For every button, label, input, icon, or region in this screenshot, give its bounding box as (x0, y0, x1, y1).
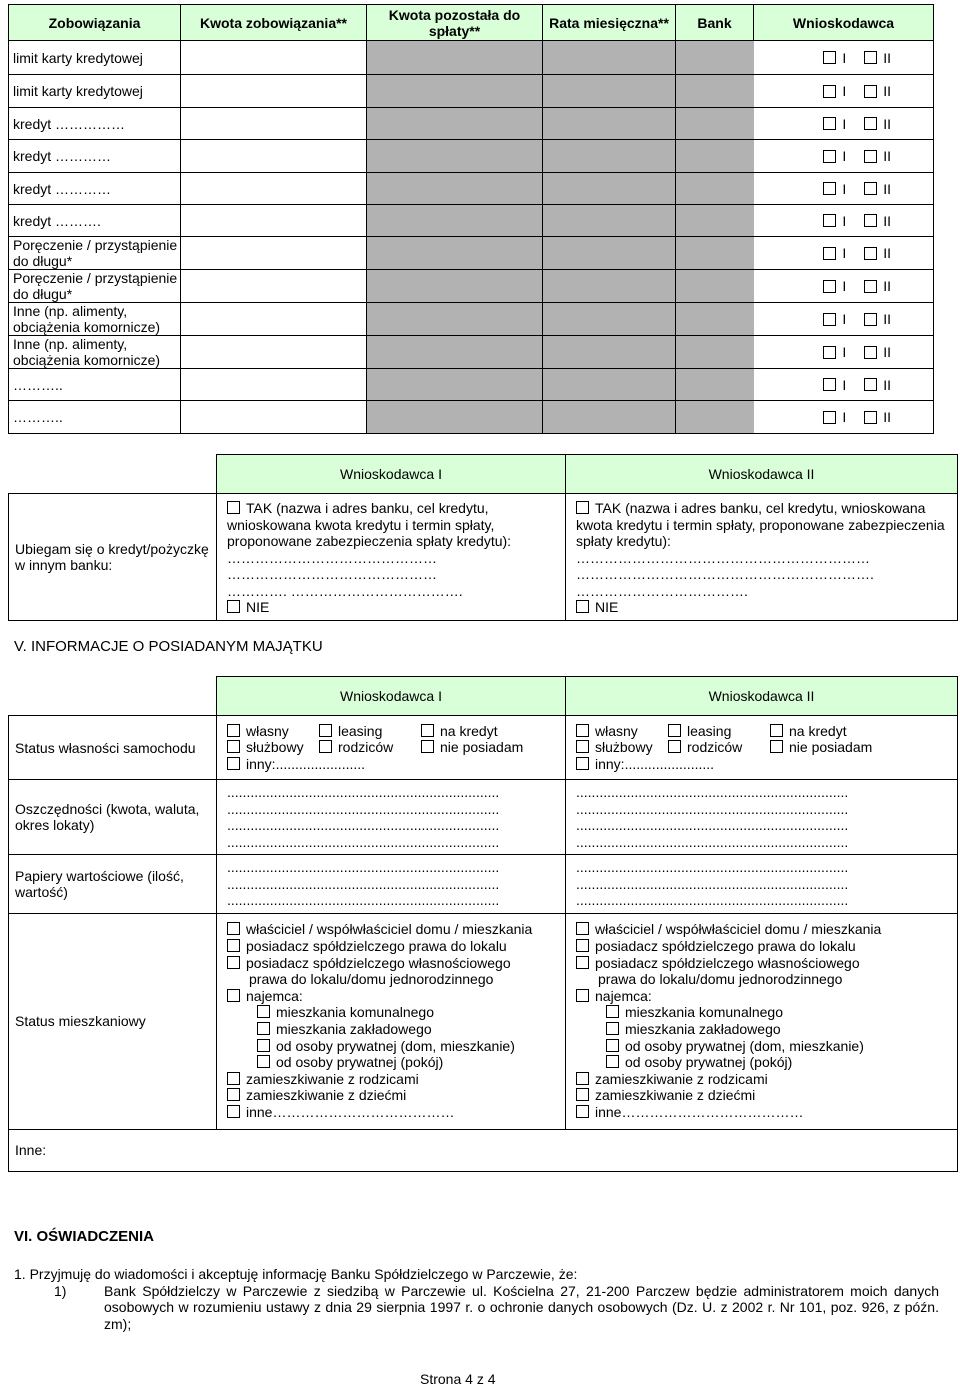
applicant-1-label: I (842, 83, 847, 99)
liability-applicant (754, 369, 934, 401)
liability-row (9, 140, 934, 173)
liability-row (9, 75, 934, 108)
liability-installment (543, 108, 676, 140)
applicant-1-checkbox[interactable] (823, 411, 836, 424)
applicant-1-checkbox[interactable] (823, 247, 836, 260)
applicant-1-checkbox[interactable] (823, 85, 836, 98)
liability-remaining (367, 205, 543, 237)
credit-col-1: Wnioskodawca I (217, 455, 566, 494)
applicant-2-checkbox[interactable] (864, 280, 877, 293)
dots-line: ...................................................................... (227, 859, 500, 875)
liability-bank (676, 303, 754, 336)
liability-remaining (367, 140, 543, 173)
applicant-1-label: I (842, 148, 847, 164)
applicant-2-checkbox[interactable] (864, 51, 877, 64)
liability-name: limit karty kredytowej (9, 75, 181, 108)
liability-installment (543, 270, 676, 303)
housing-option-checkbox[interactable] (257, 1022, 270, 1035)
applicant-2-label: II (883, 180, 891, 197)
applicant-2-checkbox[interactable] (864, 313, 877, 326)
statement-1-sub-text: Bank Spółdzielczy w Parczewie z siedzibą w Parczewie ul. Kościelna 27, 21-200 Parczew będzie administratorem moich danych osobowych w rozumieniu ustawy z dnia 29 sierpnia 1997 r. o ochronie danych osobowych (Dz. U. z 2002 r. Nr 101, poz. 926, z późn. zm); (104, 1282, 939, 1332)
housing-option-checkbox[interactable] (576, 922, 589, 935)
applicant-2-checkbox[interactable] (864, 150, 877, 163)
savings-dots-1[interactable] (217, 780, 566, 855)
liability-name: kredyt ………. (9, 205, 181, 237)
housing-option-checkbox[interactable] (227, 922, 240, 935)
car-option-checkbox[interactable] (576, 740, 589, 753)
dots-line: ...................................................................... (576, 859, 849, 875)
car-option-label: leasing (338, 722, 383, 739)
housing-option-label: posiadacz spółdzielczego prawa do lokalu (246, 938, 507, 955)
assets-col-2: Wnioskodawca II (566, 677, 958, 716)
securities-dots-2[interactable] (566, 855, 958, 914)
housing-option-label: od osoby prywatnej (dom, mieszkanie) (276, 1037, 515, 1054)
liability-name: ……….. (9, 401, 181, 434)
car-option-checkbox[interactable] (421, 740, 434, 753)
tak-text-2: TAK (nazwa i adres banku, cel kredytu, wnioskowana kwota kredytu i termin spłaty, proponowane zabezpieczenia spłaty kredytu): (576, 500, 945, 549)
header-wnioskodawca: Wnioskodawca (754, 5, 934, 41)
nie-checkbox-2[interactable] (576, 600, 589, 613)
liability-name: limit karty kredytowej (9, 41, 181, 75)
liability-row (9, 173, 934, 205)
housing-option-label: mieszkania zakładowego (625, 1021, 781, 1037)
car-option-checkbox[interactable] (668, 740, 681, 753)
liability-installment (543, 173, 676, 205)
applicant-2-label: II (883, 115, 891, 132)
housing-option-checkbox[interactable] (227, 1105, 240, 1118)
car-options-1 (217, 716, 566, 780)
nie-checkbox-1[interactable] (227, 600, 240, 613)
applicant-2-label: II (883, 212, 891, 229)
assets-table (8, 676, 958, 1172)
liability-name: kredyt …………… (9, 108, 181, 140)
tak-checkbox-2[interactable] (576, 501, 589, 514)
liability-amount[interactable] (181, 270, 367, 303)
liability-row (9, 270, 934, 303)
other-label: Inne: (9, 1129, 217, 1171)
liability-bank (676, 205, 754, 237)
car-option-checkbox[interactable] (421, 724, 434, 737)
applicant-1-checkbox[interactable] (823, 51, 836, 64)
applicant-2-label: II (883, 278, 891, 294)
housing-option-label: od osoby prywatnej (pokój) (625, 1054, 793, 1071)
car-option-label: nie posiadam (440, 739, 524, 756)
statement-1 (14, 1266, 939, 1332)
car-option-checkbox[interactable] (576, 757, 589, 770)
securities-label: Papiery wartościowe (ilość, wartość) (9, 855, 217, 914)
housing-option-checkbox[interactable] (606, 1005, 619, 1018)
credit-table (8, 454, 958, 621)
applicant-1-label: I (842, 180, 847, 197)
liability-installment (543, 303, 676, 336)
housing-option-label: najemca: (595, 987, 652, 1004)
liability-name: ……….. (9, 369, 181, 401)
housing-label: Status mieszkaniowy (9, 913, 217, 1129)
applicant-2-checkbox[interactable] (864, 117, 877, 130)
car-option-label: służbowy (595, 739, 653, 756)
liability-applicant (754, 401, 934, 434)
housing-option-checkbox[interactable] (576, 1105, 589, 1118)
applicant-2-checkbox[interactable] (864, 85, 877, 98)
liability-installment (543, 140, 676, 173)
applicant-1-label: I (842, 344, 847, 360)
dots-line: ...................................................................... (227, 800, 500, 817)
liability-row (9, 237, 934, 270)
liability-amount[interactable] (181, 237, 367, 270)
applicant-1-label: I (842, 278, 847, 294)
applicant-2-checkbox[interactable] (864, 411, 877, 424)
housing-option-checkbox[interactable] (257, 1005, 270, 1018)
housing-option-label: zamieszkiwanie z rodzicami (246, 1070, 419, 1087)
liability-bank (676, 401, 754, 434)
dots-line: ...................................................................... (576, 817, 849, 833)
dots-line: ...................................................................... (576, 892, 849, 908)
liability-applicant (754, 41, 934, 75)
liability-bank (676, 41, 754, 75)
housing-option-label: mieszkania komunalnego (276, 1004, 434, 1021)
applicant-2-label: II (883, 83, 891, 99)
housing-option-checkbox[interactable] (257, 1039, 270, 1052)
dots-line: ...................................................................... (576, 833, 849, 850)
housing-option-checkbox[interactable] (576, 1072, 589, 1085)
section-vi-title: VI. OŚWIADCZENIA (14, 1228, 155, 1245)
housing-option-label: prawa do lokalu/domu jednorodzinnego (249, 971, 494, 988)
car-option-label: nie posiadam (789, 739, 873, 756)
liability-installment (543, 401, 676, 434)
applicant-2-label: II (883, 344, 891, 360)
credit-col-2: Wnioskodawca II (566, 455, 958, 494)
dots-line: ...................................................................... (576, 875, 849, 892)
liability-bank (676, 140, 754, 173)
applicant-1-checkbox[interactable] (823, 378, 836, 391)
liability-remaining (367, 401, 543, 434)
housing-option-checkbox[interactable] (227, 956, 240, 969)
dots-line: ...................................................................... (576, 784, 849, 800)
header-bank: Bank (676, 5, 754, 41)
applicant-1-label: I (842, 115, 847, 132)
liability-bank (676, 237, 754, 270)
liability-remaining (367, 270, 543, 303)
car-option-checkbox[interactable] (319, 740, 332, 753)
car-other-label: inny:....................... (246, 755, 366, 772)
liability-installment (543, 205, 676, 237)
dots-line: ...................................................................... (227, 833, 500, 850)
housing-option-label: właściciel / współwłaściciel domu / mieszkania (246, 921, 533, 938)
liability-row (9, 41, 934, 75)
securities-dots-1[interactable] (217, 855, 566, 914)
car-option-checkbox[interactable] (668, 724, 681, 737)
housing-option-label: inne………………………………… (595, 1103, 804, 1120)
applicant-2-label: II (883, 376, 891, 393)
dots-line: ………………………………………………………. (576, 566, 874, 582)
liability-applicant (754, 303, 934, 336)
housing-option-checkbox[interactable] (606, 1055, 619, 1068)
liability-amount[interactable] (181, 401, 367, 434)
housing-option-checkbox[interactable] (606, 1022, 619, 1035)
applicant-2-label: II (883, 49, 891, 66)
applicant-2-label: II (883, 148, 891, 164)
housing-option-checkbox[interactable] (576, 989, 589, 1002)
dots-line: ……………………………………… (227, 566, 437, 582)
header-zobowiazania: Zobowiązania (9, 5, 181, 41)
housing-option-label: zamieszkiwanie z dziećmi (246, 1087, 407, 1104)
liability-remaining (367, 173, 543, 205)
applicant-1-label: I (842, 212, 847, 229)
applicant-1-checkbox[interactable] (823, 117, 836, 130)
dots-line: ………………………………. (576, 582, 748, 599)
liability-bank (676, 75, 754, 108)
applicant-2-checkbox[interactable] (864, 247, 877, 260)
housing-option-label: od osoby prywatnej (pokój) (276, 1054, 444, 1071)
applicant-1-checkbox[interactable] (823, 280, 836, 293)
housing-option-label: mieszkania komunalnego (625, 1004, 783, 1021)
dots-line: …………. ………………………………. (227, 582, 463, 599)
housing-option-checkbox[interactable] (576, 956, 589, 969)
liability-amount[interactable] (181, 41, 367, 75)
liability-installment (543, 237, 676, 270)
liability-remaining (367, 75, 543, 108)
liability-applicant (754, 205, 934, 237)
car-option-checkbox[interactable] (227, 740, 240, 753)
applicant-2-label: II (883, 409, 891, 425)
liability-bank (676, 270, 754, 303)
housing-option-checkbox[interactable] (227, 989, 240, 1002)
car-option-label: własny (595, 722, 638, 739)
housing-option-label: inne………………………………… (246, 1103, 455, 1120)
applicant-1-label: I (842, 245, 847, 261)
housing-option-checkbox[interactable] (606, 1039, 619, 1052)
liability-installment (543, 336, 676, 369)
liability-name: kredyt ………… (9, 173, 181, 205)
credit-label: Ubiegam się o kredyt/pożyczkę w innym banku: (9, 494, 217, 621)
statement-1-sub-number: 1) (54, 1282, 67, 1299)
housing-option-checkbox[interactable] (257, 1055, 270, 1068)
dots-line: ……………………………………………………… (576, 549, 870, 566)
housing-options-1 (217, 913, 566, 1129)
liability-remaining (367, 108, 543, 140)
housing-option-label: prawa do lokalu/domu jednorodzinnego (598, 971, 843, 988)
nie-label: NIE (595, 599, 619, 615)
car-option-label: na kredyt (789, 722, 847, 739)
liability-amount[interactable] (181, 108, 367, 140)
nie-label: NIE (246, 599, 270, 615)
statement-1-text: 1. Przyjmuję do wiadomości i akceptuję informację Banku Spółdzielczego w Parczewie, że: (14, 1266, 578, 1282)
liability-row (9, 401, 934, 434)
liability-bank (676, 173, 754, 205)
housing-option-label: posiadacz spółdzielczego prawa do lokalu (595, 938, 856, 955)
applicant-1-checkbox[interactable] (823, 182, 836, 195)
liabilities-table (8, 4, 934, 434)
housing-option-label: właściciel / współwłaściciel domu / mieszkania (595, 921, 882, 938)
car-option-label: własny (246, 722, 289, 739)
tak-checkbox-1[interactable] (227, 501, 240, 514)
applicant-1-checkbox[interactable] (823, 214, 836, 227)
applicant-1-label: I (842, 311, 847, 327)
liability-amount[interactable] (181, 336, 367, 369)
applicant-2-checkbox[interactable] (864, 346, 877, 359)
car-options-2 (566, 716, 958, 780)
liability-applicant (754, 75, 934, 108)
assets-col-1: Wnioskodawca I (217, 677, 566, 716)
other-field[interactable] (217, 1129, 958, 1171)
liability-amount[interactable] (181, 140, 367, 173)
housing-option-label: posiadacz spółdzielczego własnościowego (246, 954, 511, 971)
liability-applicant (754, 140, 934, 173)
header-kwota-pozostala: Kwota pozostała do spłaty** (367, 5, 543, 41)
car-option-label: rodziców (338, 739, 394, 756)
housing-option-label: najemca: (246, 987, 303, 1004)
liability-name: Poręczenie / przystąpienie do długu* (9, 237, 181, 270)
liability-remaining (367, 336, 543, 369)
section-v-title: V. INFORMACJE O POSIADANYM MAJĄTKU (14, 638, 323, 655)
car-option-checkbox[interactable] (770, 724, 783, 737)
car-option-label: służbowy (246, 739, 304, 756)
car-option-checkbox[interactable] (227, 724, 240, 737)
savings-dots-2[interactable] (566, 780, 958, 855)
car-option-checkbox[interactable] (227, 757, 240, 770)
dots-line: ……………………………………… (227, 549, 437, 566)
liability-installment (543, 41, 676, 75)
liability-installment (543, 75, 676, 108)
applicant-2-label: II (883, 245, 891, 261)
liability-installment (543, 369, 676, 401)
liability-applicant (754, 173, 934, 205)
housing-option-label: od osoby prywatnej (dom, mieszkanie) (625, 1037, 864, 1054)
liability-bank (676, 108, 754, 140)
car-status-label: Status własności samochodu (9, 716, 217, 780)
savings-label: Oszczędności (kwota, waluta, okres lokaty) (9, 780, 217, 855)
liability-amount[interactable] (181, 369, 367, 401)
car-option-checkbox[interactable] (770, 740, 783, 753)
applicant-2-checkbox[interactable] (864, 378, 877, 391)
liability-applicant (754, 336, 934, 369)
liability-name: kredyt ………… (9, 140, 181, 173)
liability-row (9, 303, 934, 336)
liability-amount[interactable] (181, 303, 367, 336)
dots-line: ...................................................................... (576, 800, 849, 817)
page-number: Strona 4 z 4 (420, 1371, 496, 1387)
applicant-1-checkbox[interactable] (823, 346, 836, 359)
housing-option-checkbox[interactable] (227, 1088, 240, 1101)
applicant-1-checkbox[interactable] (823, 313, 836, 326)
liability-row (9, 369, 934, 401)
liability-bank (676, 369, 754, 401)
dots-line: ...................................................................... (227, 817, 500, 833)
dots-line: ...................................................................... (227, 875, 500, 892)
car-other-label: inny:....................... (595, 755, 715, 772)
housing-option-label: zamieszkiwanie z dziećmi (595, 1087, 756, 1104)
housing-option-checkbox[interactable] (576, 939, 589, 952)
dots-line: ...................................................................... (227, 892, 500, 908)
liability-amount[interactable] (181, 173, 367, 205)
liability-remaining (367, 41, 543, 75)
dots-line: ...................................................................... (227, 784, 500, 800)
car-option-checkbox[interactable] (576, 724, 589, 737)
car-option-label: leasing (687, 722, 732, 739)
housing-options-2 (566, 913, 958, 1129)
liability-name: Inne (np. alimenty, obciążenia komornicze) (9, 336, 181, 369)
applicant-1-label: I (842, 49, 847, 66)
housing-option-checkbox[interactable] (576, 1088, 589, 1101)
liability-applicant (754, 237, 934, 270)
applicant-2-checkbox[interactable] (864, 214, 877, 227)
liability-bank (676, 336, 754, 369)
housing-option-checkbox[interactable] (227, 1072, 240, 1085)
housing-option-label: mieszkania zakładowego (276, 1021, 432, 1037)
header-kwota: Kwota zobowiązania** (181, 5, 367, 41)
housing-option-checkbox[interactable] (227, 939, 240, 952)
applicant-1-label: I (842, 409, 847, 425)
header-rata: Rata miesięczna** (543, 5, 676, 41)
liability-row (9, 205, 934, 237)
applicant-1-label: I (842, 376, 847, 393)
applicant-2-checkbox[interactable] (864, 182, 877, 195)
tak-text-1: TAK (nazwa i adres banku, cel kredytu, wnioskowana kwota kredytu i termin spłaty, proponowane zabezpieczenia spłaty kredytu): (227, 500, 512, 549)
liability-amount[interactable] (181, 75, 367, 108)
liability-row (9, 108, 934, 140)
liability-name: Inne (np. alimenty, obciążenia komornicze) (9, 303, 181, 336)
car-option-label: rodziców (687, 739, 743, 756)
liability-remaining (367, 303, 543, 336)
applicant-2-label: II (883, 311, 891, 327)
liability-applicant (754, 108, 934, 140)
liability-remaining (367, 369, 543, 401)
car-option-checkbox[interactable] (319, 724, 332, 737)
car-option-label: na kredyt (440, 722, 498, 739)
liability-amount[interactable] (181, 205, 367, 237)
liability-applicant (754, 270, 934, 303)
liability-name: Poręczenie / przystąpienie do długu* (9, 270, 181, 303)
housing-option-label: zamieszkiwanie z rodzicami (595, 1070, 768, 1087)
liability-remaining (367, 237, 543, 270)
housing-option-label: posiadacz spółdzielczego własnościowego (595, 954, 860, 971)
liability-row (9, 336, 934, 369)
applicant-1-checkbox[interactable] (823, 150, 836, 163)
